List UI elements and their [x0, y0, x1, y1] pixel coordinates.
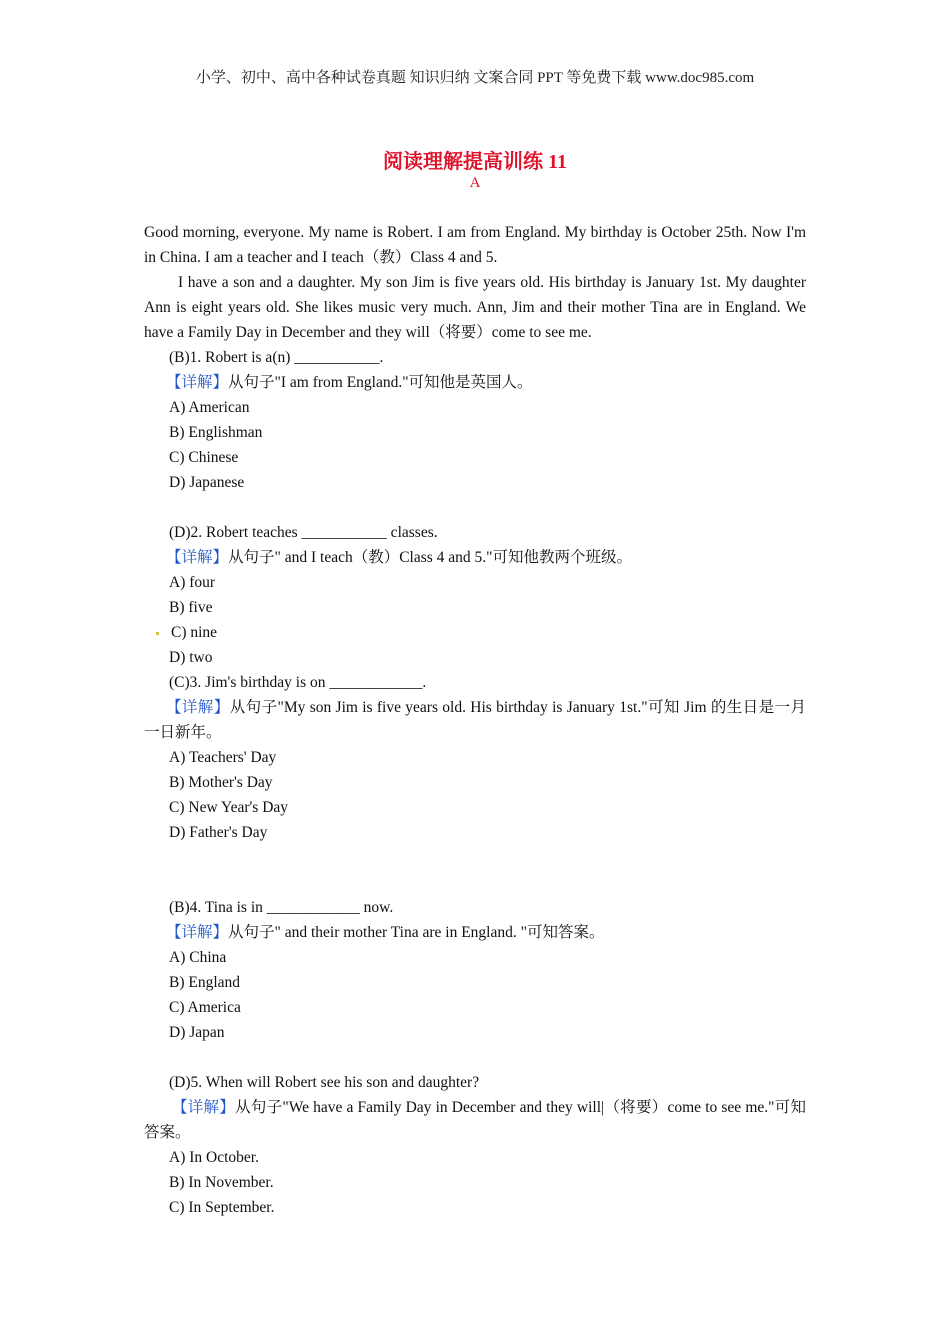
- passage-paragraph-2: I have a son and a daughter. My son Jim is five years old. His birthday is January 1st. My daughter Ann is eight years old. She likes music very much. Ann, Jim and their mother Tina are in England. We have a Family Day in December and they will（将要）come to see me.: [144, 274, 806, 341]
- question-detail: [144, 1095, 806, 1145]
- passage-paragraph-1: Good morning, everyone. My name is Robert. I am from England. My birthday is October 25th. Now I'm in China. I am a teacher and I teach（教）Class 4 and 5.: [144, 224, 806, 266]
- answer-option: B) five: [169, 599, 213, 616]
- spacer: [144, 1045, 806, 1070]
- answer-option: C) Chinese: [169, 449, 239, 466]
- answer-option: B) Mother's Day: [169, 774, 273, 791]
- detail-label: 【详解】: [166, 374, 229, 391]
- speck-mark: [156, 632, 159, 635]
- section-label: A: [469, 175, 481, 191]
- detail-label: 【详解】: [166, 924, 229, 941]
- question-detail: [144, 695, 806, 745]
- answer-option: A) In October.: [169, 1149, 259, 1166]
- detail-text: 从句子"My son Jim is five years old. His birthday is January 1st."可知 Jim 的生日是一月一日新年。: [144, 699, 806, 741]
- answer-option: A) American: [169, 399, 250, 416]
- page-title: 阅读理解提高训练 11: [383, 151, 567, 173]
- answer-option: B) Englishman: [169, 424, 263, 441]
- question-detail: [144, 920, 806, 945]
- question-stem: (D)2. Robert teaches ___________ classes.: [169, 524, 438, 541]
- answer-option: A) four: [169, 574, 216, 591]
- detail-text: 从句子"I am from England."可知他是英国人。: [228, 374, 533, 391]
- question-stem: (D)5. When will Robert see his son and daughter?: [169, 1074, 480, 1091]
- question-detail: [144, 545, 806, 570]
- answer-option: A) China: [169, 949, 227, 966]
- answer-option: C) America: [169, 999, 241, 1016]
- page-header: 小学、初中、高中各种试卷真题 知识归纳 文案合同 PPT 等免费下载 www.doc985.com: [195, 70, 755, 86]
- answer-option: C) In September.: [169, 1199, 275, 1216]
- detail-label: 【详解】: [172, 1099, 236, 1116]
- answer-option-row: [144, 620, 806, 645]
- answer-option: D) two: [169, 649, 213, 666]
- exercise-content: [144, 220, 806, 1220]
- answer-option: A) Teachers' Day: [169, 749, 277, 766]
- question-stem: (B)4. Tina is in ____________ now.: [169, 899, 394, 916]
- detail-label: 【详解】: [166, 549, 229, 566]
- detail-text: 从句子"We have a Family Day in December and they will|（将要）come to see me."可知答案。: [144, 1099, 806, 1141]
- detail-label: 【详解】: [166, 699, 230, 716]
- answer-option: D) Japanese: [169, 474, 245, 491]
- question-stem: (B)1. Robert is a(n) ___________.: [169, 349, 384, 366]
- answer-option: D) Japan: [169, 1024, 225, 1041]
- answer-option: C) New Year's Day: [169, 799, 289, 816]
- answer-option: C) nine: [171, 624, 218, 641]
- spacer: [144, 495, 806, 520]
- spacer: [144, 845, 806, 895]
- question-stem: (C)3. Jim's birthday is on ____________.: [169, 674, 427, 691]
- answer-option: D) Father's Day: [169, 824, 268, 841]
- question-detail: [144, 370, 806, 395]
- detail-text: 从句子" and I teach（教）Class 4 and 5."可知他教两个班级。: [228, 549, 633, 566]
- detail-text: 从句子" and their mother Tina are in England. "可知答案。: [228, 924, 605, 941]
- answer-option: B) In November.: [169, 1174, 274, 1191]
- answer-option: B) England: [169, 974, 241, 991]
